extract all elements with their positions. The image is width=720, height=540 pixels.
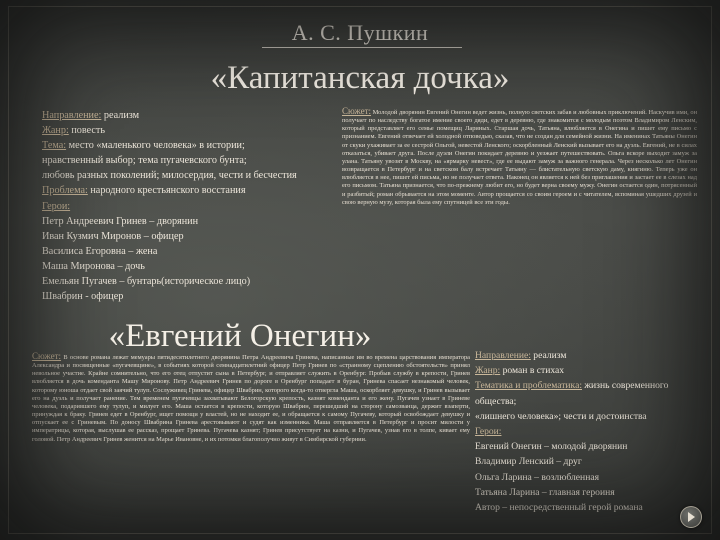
kapitanskaya-plot-text <box>32 352 470 530</box>
kapitanskaya-info-line <box>42 199 342 214</box>
kapitanskaya-info-line <box>42 274 342 289</box>
kapitanskaya-info-key: Тема: <box>42 140 67 152</box>
onegin-plot-label: Сюжет: <box>342 107 372 116</box>
kapitanskaya-info-value: Маша Миронова – дочь <box>42 260 145 272</box>
onegin-plot-body: Молодой дворянин Евгений Онегин ведет жизнь, полную светских забав и любовных приключений. Наскучив ими, он получает по наследству богатое имение своего дяди, едет в деревню, где знакомится с молодым поэтом Владимиром Ленским, который представляет его семье помещиц Лариных. Старшая дочь, Татьяна, влюбляется в Онегина и пишет ему письмо с признанием. Евгений отвечает ей холодной отповедью, сказав, что не создан для семейной жизни. На именинах Татьяны Онегин от скуки ухаживает за ее сестрой Ольгой, невестой Ленского; оскорбленный Ленский вызывает его на дуэль. Евгений, не в силах отказаться, убивает друга. После дуэли Онегин покидает деревню и уезжает путешествовать. Ольга вскоре выходит замуж за улана. Татьяну увозят в Москву, на «ярмарку невест», где ее выдают замуж за важного генерала. Через несколько лет Онегин возвращается в Петербург и на светском балу встречает Татьяну — блистательную светскую даму, княгиню. Теперь уже он влюбляется в нее, пишет ей письма, но не получает ответа. Наконец он является к ней без приглашения и застает ее в слезах над его письмом. Татьяна признается, что по-прежнему любит его, но будет верна своему мужу. Онегин остается один, потрясенный и разбитый; роман обрывается на этом моменте. Автор прощается со своим героем и с читателем, вспоминая ушедших друзей и свою верную музу, которая была ему спутницей все эти годы. <box>342 109 697 206</box>
kapitanskaya-info-value: Емельян Пугачев – бунтарь(историческое лицо) <box>42 276 251 288</box>
kapitanskaya-title: «Капитанская дочка» <box>210 60 510 96</box>
kapitanskaya-info-line <box>42 168 342 183</box>
kapitanskaya-info-value: Василиса Егоровна – жена <box>42 245 158 257</box>
kapitanskaya-info-value: реализм <box>101 110 140 121</box>
kapitanskaya-info-line <box>42 123 342 138</box>
onegin-info-key: Жанр: <box>475 365 501 377</box>
onegin-info-key: Герои: <box>475 426 502 438</box>
onegin-info-line <box>475 470 705 485</box>
onegin-info-line <box>475 409 705 424</box>
onegin-info-line <box>475 454 705 469</box>
onegin-info-value: Евгений Онегин – молодой дворянин <box>475 441 628 453</box>
onegin-info-key: Тематика и проблематика: <box>475 380 582 392</box>
heading-underline <box>262 47 462 48</box>
kapitanskaya-info-value: любовь разных поколений; милосердия, чести и бесчестия <box>42 170 297 182</box>
kapitanskaya-info-line <box>42 183 342 198</box>
onegin-info-value: Автор – непосредственный герой романа <box>475 502 643 514</box>
kapitanskaya-info-line <box>42 259 342 274</box>
kapitanskaya-info-line <box>42 244 342 259</box>
kapitanskaya-info-value: место «маленького человека» в истории; <box>66 140 245 152</box>
kapitanskaya-info-key: Герои: <box>42 200 71 212</box>
onegin-info-line <box>475 378 705 393</box>
kapitanskaya-info-line <box>42 108 342 123</box>
kapitanskaya-info-value: повесть <box>68 125 106 137</box>
onegin-info-line <box>475 485 705 500</box>
onegin-info-value: Владимир Ленский – друг <box>475 456 582 468</box>
onegin-info-list <box>475 348 705 515</box>
kapitanskaya-plot-label: Сюжет: <box>32 352 62 361</box>
onegin-info-value: «лишнего человека»; чести и достоинства <box>475 410 647 422</box>
kapitanskaya-info-value: Иван Кузмич Миронов – офицер <box>42 230 184 242</box>
onegin-info-value: жизнь современного <box>582 380 669 392</box>
kapitanskaya-info-line <box>42 289 342 304</box>
kapitanskaya-info-key: Проблема: <box>42 185 88 197</box>
onegin-info-value: Ольга Ларина – возлюбленная <box>475 471 599 483</box>
onegin-info-line <box>475 424 705 439</box>
author-heading: А. С. Пушкин <box>291 20 429 45</box>
kapitanskaya-info-value: Швабрин - офицер <box>42 291 124 303</box>
kapitanskaya-info-line <box>42 138 342 153</box>
onegin-info-line <box>475 500 705 515</box>
kapitanskaya-info-line <box>42 153 342 168</box>
onegin-info-line <box>475 363 705 378</box>
kapitanskaya-info-list <box>42 108 342 304</box>
kapitanskaya-info-key: Направление: <box>42 110 102 121</box>
onegin-info-value: роман в стихах <box>500 365 565 377</box>
onegin-info-line <box>475 348 705 363</box>
kapitanskaya-info-value: нравственный выбор; тема пугачевского бунта; <box>42 155 247 167</box>
onegin-info-line <box>475 439 705 454</box>
onegin-info-value: Татьяна Ларина – главная героиня <box>475 486 615 498</box>
onegin-plot-text <box>342 107 697 319</box>
onegin-title: «Евгений Онегин» <box>108 318 372 354</box>
onegin-info-line <box>475 394 705 409</box>
kapitanskaya-info-value: народного крестьянского восстания <box>87 185 246 197</box>
onegin-info-key: Направление: <box>475 350 531 361</box>
kapitanskaya-plot-body: В основе романа лежат мемуары пятидесятилетнего дворянина Петра Андреевича Гринева, написанные им во времена царствования императора Александра и посвященные «пугачевщине», в событиях которой семнадцатилетний офицер Петр Гринев по «странному сцеплению обстоятельств» принял невольное участие. Крайне сомнительно, что его отец отпустит сына в Петербург, и отправляет служить в Оренбург. Пробыв службу в крепости, Гринев влюбляется в дочь коменданта Машу Миронову. Петр Андреевич Гринев по дороге в Оренбург попадает в буран, Гринева спасает незнакомый человек, которому юноша отдает свой заячий тулуп. Сослуживец Гринева, офицер Швабрин, которого когда-то отвергла Маша, оскорбляет девушку, и Гринев вызывает его на дуэль и получает ранение. Тем временем пугачевцы захватывают Белогорскую крепость, казнят коменданта и его жену. Пугачев узнает в Гриневе человека, подарившего ему тулуп, и милует его. Маша остается в крепости, которую Швабрин, перешедший на сторону самозванца, держит взаперти, принуждая к браку. Гринев едет в Оренбург, ищет помощи у властей, но не находит ее, и обращается к самому Пугачеву, который освобождает девушку и отпускает ее с Гриневым. По доносу Швабрина Гринева арестовывают и судят как изменника. Маша отправляется в Петербург и просит милости у императрицы, которая, выслушав ее рассказ, прощает Гринева. Пугачева казнят; Гринев присутствует на казни, и Пугачев, узнав его в толпе, кивает ему головой. Петр Андреевич Гринев женится на Марье Ивановне, и их потомки благополучно живут в Симбирской губернии. <box>32 354 470 443</box>
kapitanskaya-info-key: Жанр: <box>42 125 69 137</box>
kapitanskaya-info-value: Петр Андреевич Гринев – дворянин <box>42 215 199 227</box>
kapitanskaya-info-line <box>42 229 342 244</box>
onegin-info-value: реализм <box>530 350 567 361</box>
next-slide-icon[interactable] <box>680 506 702 528</box>
onegin-info-value: общества; <box>475 395 517 407</box>
kapitanskaya-info-line <box>42 214 342 229</box>
